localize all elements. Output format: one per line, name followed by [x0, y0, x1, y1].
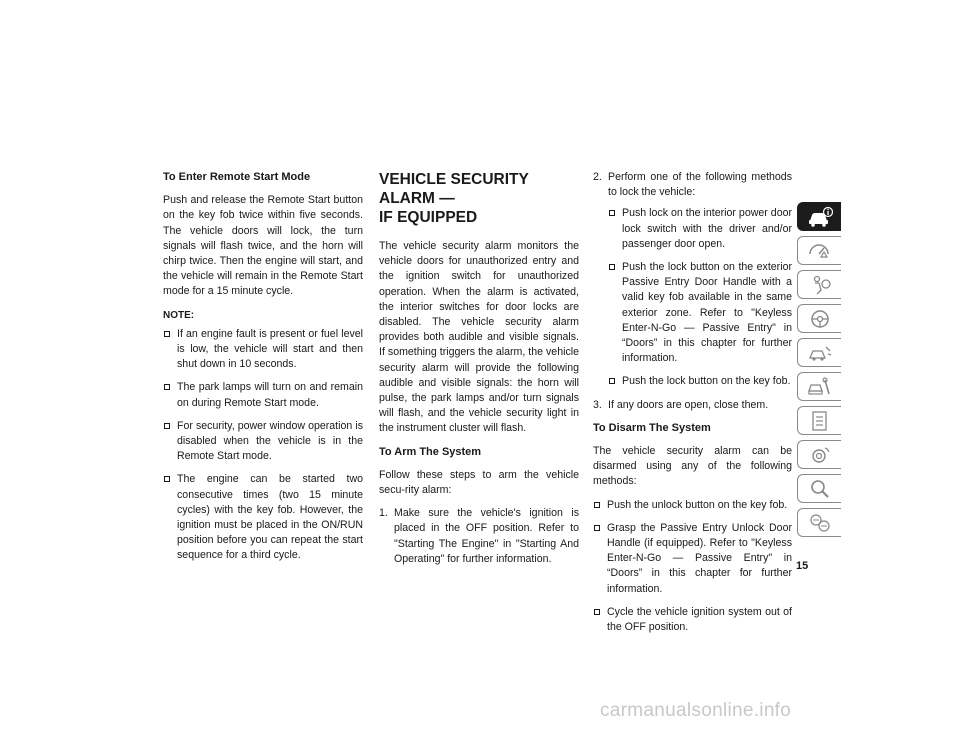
arm-steps — [379, 506, 579, 567]
remote-start-paragraph: Push and release the Remote Start button on the key fob twice within five seconds. The vehicle doors will lock, the turn signals will flash twice, and the horn will chirp twice. Then the engine will start, and the vehicle will remain in the Remote Start mode for a 15 minute cycle. — [163, 194, 363, 298]
list-item: Push the lock button on the exterior Passive Entry Door Handle with a valid key fob available in the same exterior zone. Refer to "Keyless Enter-N-Go — Passive Entry" in “Doors” in this chapter for further information. — [608, 260, 792, 366]
list-item: Push lock on the interior power door lock switch with the driver and/or passenger door open. — [608, 206, 792, 252]
car-crash-icon — [807, 342, 833, 364]
tab-starting-operating[interactable] — [797, 304, 841, 333]
step-number: 3. — [593, 398, 602, 411]
tab-getting-to-know-vehicle[interactable] — [797, 202, 841, 231]
radio-icon — [807, 444, 833, 466]
steering-wheel-icon — [807, 308, 833, 330]
list-item — [379, 506, 579, 567]
list-item: For security, power window operation is disabled when the vehicle is in the Remote Start mode. — [163, 419, 363, 465]
tab-specifications[interactable] — [797, 406, 841, 435]
list-item: Push the unlock button on the key fob. — [593, 498, 792, 513]
dashboard-warning-icon — [807, 240, 833, 262]
tab-emergency[interactable] — [797, 338, 841, 367]
page-number: 15 — [796, 560, 809, 572]
tab-instrument-panel[interactable] — [797, 236, 841, 265]
list-item: Push the lock button on the key fob. — [608, 374, 792, 389]
column-1 — [163, 170, 363, 572]
disarm-intro: The vehicle security alarm can be disarmed using any of the following methods: — [593, 445, 792, 488]
lock-methods-list — [608, 206, 792, 389]
alarm-paragraph: The vehicle security alarm monitors the vehicle doors for unauthorized entry and the ignition switch for unauthorized operation. When the alarm is activated, the interior switches for door locks are disabled. The vehicle security alarm provides both audible and visible signals. If something triggers the alarm, the vehicle security alarm will provide the following audible and visible signals: the horn will pulse, the park lamps and/or turn signals will flash, and the vehicle security light in the instrument cluster will flash. — [379, 240, 579, 435]
list-item — [593, 170, 792, 390]
step-number: 2. — [593, 171, 602, 183]
step-text: If any doors are open, close them. — [608, 398, 769, 411]
column-2 — [379, 170, 579, 575]
watermark: carmanualsonline.info — [600, 700, 792, 721]
list-item: If an engine fault is present or fuel level is low, the vehicle will start and then shut down in 10 seconds. — [163, 327, 363, 373]
note-label: NOTE: — [163, 309, 195, 321]
tab-language[interactable] — [797, 508, 841, 537]
section-title — [379, 170, 579, 227]
airbag-person-icon — [807, 274, 833, 296]
arm-heading: To Arm The System — [379, 445, 482, 458]
disarm-methods-list — [593, 498, 792, 636]
arm-steps-continued — [593, 170, 792, 413]
step-number: 1. — [379, 507, 388, 520]
list-item: The engine can be started two consecutive times (two 15 minute cycles) with the key fob. However, the ignition must be placed in the ON/RUN position before you can repeat the start sequence for a third cycle. — [163, 472, 363, 563]
list-item — [593, 398, 792, 413]
magnifier-icon — [807, 478, 833, 500]
list-item: Cycle the vehicle ignition system out of the OFF position. — [593, 605, 792, 635]
tab-servicing[interactable] — [797, 372, 841, 401]
tab-multimedia[interactable] — [797, 440, 841, 469]
step-text: Make sure the vehicle's ignition is placed in the OFF position. Refer to "Starting The Engine" in "Starting And Operating" for further information. — [394, 507, 579, 565]
list-item: Grasp the Passive Entry Unlock Door Handle (if equipped). Refer to "Keyless Enter-N-Go — Passive Entry" in “Doors” in this chapter for further information. — [593, 521, 792, 597]
chapter-tabs — [797, 202, 841, 542]
note-bullet-list — [163, 327, 363, 564]
arm-intro: Follow these steps to arm the vehicle secu-rity alarm: — [379, 468, 579, 497]
remote-start-heading: To Enter Remote Start Mode — [163, 171, 311, 183]
tab-safety[interactable] — [797, 270, 841, 299]
list-item: The park lamps will turn on and remain on during Remote Start mode. — [163, 380, 363, 410]
disarm-heading: To Disarm The System — [593, 421, 711, 434]
car-wrench-icon — [807, 376, 833, 398]
column-3 — [593, 170, 792, 643]
step-text: Perform one of the following methods to lock the vehicle: — [608, 171, 792, 199]
car-info-icon — [807, 206, 833, 228]
language-icon — [807, 512, 833, 534]
section-title-line2: IF EQUIPPED — [379, 209, 478, 226]
tab-index[interactable] — [797, 474, 841, 503]
section-title-line1: VEHICLE SECURITY ALARM — — [379, 171, 529, 207]
checklist-icon — [807, 410, 833, 432]
